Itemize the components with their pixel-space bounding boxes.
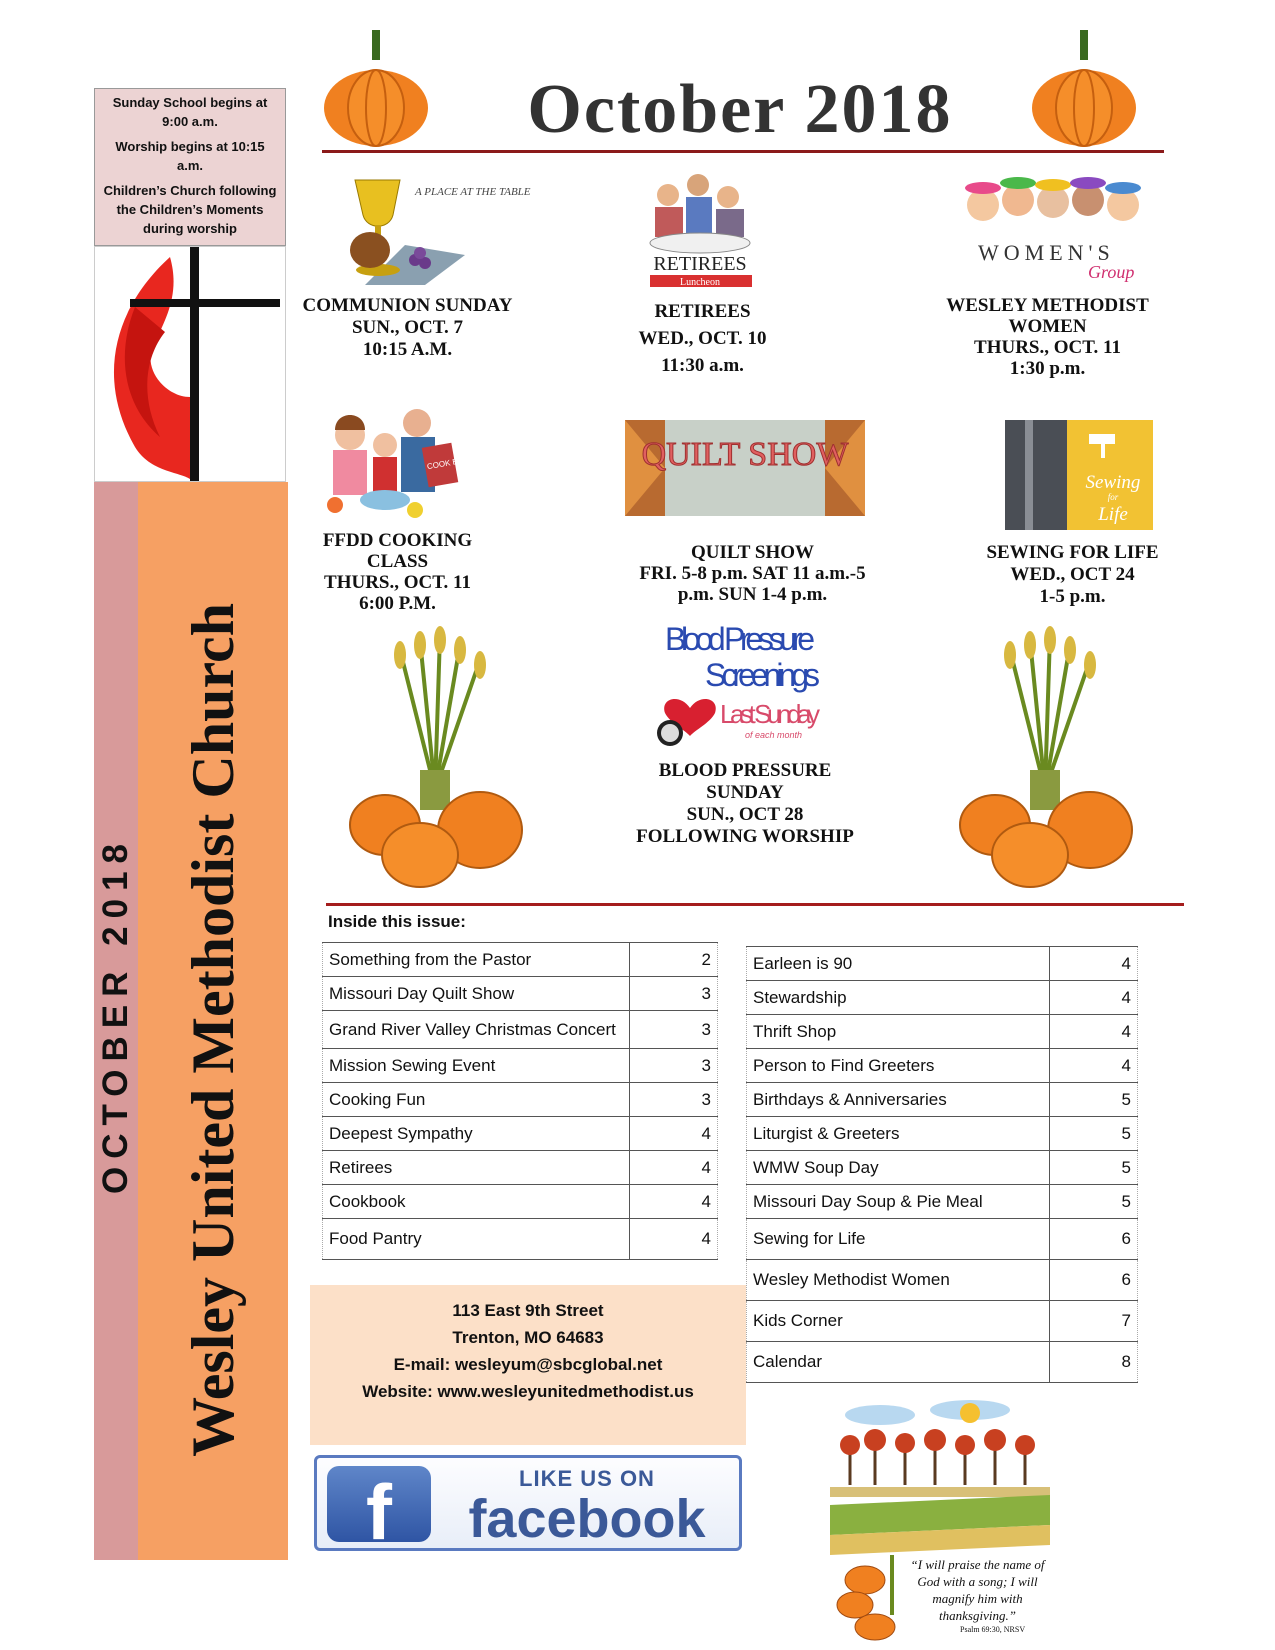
event-title: FFDD COOKING (322, 530, 473, 551)
sewing-logo-2: for (1107, 492, 1119, 502)
bp-logo-3: Last Sunday (720, 699, 820, 729)
toc-item: Birthdays & Anniversaries (747, 1083, 1050, 1117)
table-row (323, 1151, 718, 1185)
luncheon-label: Luncheon (680, 277, 720, 288)
toc-item: Thrift Shop (747, 1015, 1050, 1049)
cook-book-label: COOK BOOK (426, 453, 477, 472)
toc-page: 4 (630, 1151, 718, 1185)
facebook-wordmark: facebook (468, 1489, 706, 1549)
toc-item: Sewing for Life (747, 1219, 1050, 1260)
quilt-show-logo: QUILT SHOW (641, 436, 849, 473)
church-name-vertical (138, 520, 288, 1540)
pumpkin-right-icon (1030, 28, 1140, 148)
toc-item: Calendar (747, 1342, 1050, 1383)
toc-page: 6 (1050, 1260, 1138, 1301)
event-time: 1-5 p.m. (1039, 586, 1106, 607)
title-divider (322, 150, 1164, 153)
event-title: QUILT SHOW (690, 542, 815, 563)
event-title: RETIREES (654, 301, 751, 322)
pumpkin-left-icon (322, 28, 432, 148)
table-row (747, 1083, 1138, 1117)
childrens-church-note: Children’s Church following the Children’s Moments during worship (103, 183, 277, 236)
sewing-logo-3: Life (1098, 504, 1128, 525)
corn-pumpkins-right-icon (950, 630, 1140, 890)
table-row (747, 1260, 1138, 1301)
toc-page: 8 (1050, 1342, 1138, 1383)
toc-page: 4 (630, 1185, 718, 1219)
toc-item: Kids Corner (747, 1301, 1050, 1342)
section-divider (326, 903, 1184, 906)
toc-item: Liturgist & Greeters (747, 1117, 1050, 1151)
table-row (323, 1049, 718, 1083)
contact-email[interactable]: E-mail: wesleyum@sbcglobal.net (393, 1355, 663, 1374)
table-row (747, 1301, 1138, 1342)
blood-pressure-logo (645, 618, 825, 748)
sewing-for-life-image (1005, 420, 1153, 530)
issue-date-vertical (94, 820, 138, 1210)
event-title: COMMUNION SUNDAY (302, 295, 513, 316)
page-title: October 2018 (527, 71, 953, 148)
toc-item: Missouri Day Quilt Show (323, 977, 630, 1011)
toc-page: 4 (630, 1117, 718, 1151)
toc-item: Food Pantry (323, 1219, 630, 1260)
cross-and-flame-logo (94, 246, 286, 482)
event-date: SUN., OCT 28 (686, 804, 804, 825)
toc-item: Cooking Fun (323, 1083, 630, 1117)
toc-item: Grand River Valley Christmas Concert (323, 1011, 630, 1049)
event-sewing (945, 542, 1200, 608)
toc-title: Inside this issue: (328, 912, 466, 931)
address-city: Trenton, MO 64683 (452, 1328, 604, 1347)
toc-item: Something from the Pastor (323, 943, 630, 977)
event-title-2: WOMEN (1008, 316, 1087, 337)
event-date: WED., OCT 24 (1010, 564, 1135, 585)
event-time: 10:15 A.M. (362, 339, 453, 360)
toc-page: 6 (1050, 1219, 1138, 1260)
toc-page: 3 (630, 1011, 718, 1049)
table-row (747, 1151, 1138, 1185)
toc-item: Missouri Day Soup & Pie Meal (747, 1185, 1050, 1219)
worship-time: Worship begins at 10:15 a.m. (115, 139, 265, 173)
table-row (747, 1185, 1138, 1219)
toc-item: Wesley Methodist Women (747, 1260, 1050, 1301)
table-row (323, 1083, 718, 1117)
facebook-like-button[interactable] (314, 1455, 742, 1556)
toc-page: 3 (630, 1083, 718, 1117)
table-row (323, 1219, 718, 1260)
event-time: 11:30 a.m. (661, 355, 744, 376)
toc-page: 5 (1050, 1117, 1138, 1151)
toc-page: 3 (630, 977, 718, 1011)
toc-item: Stewardship (747, 981, 1050, 1015)
address-street: 113 East 9th Street (452, 1301, 604, 1320)
toc-item: Person to Find Greeters (747, 1049, 1050, 1083)
retirees-luncheon-icon (640, 165, 760, 290)
womens-group-icon (958, 170, 1148, 285)
toc-item: Cookbook (323, 1185, 630, 1219)
event-time: 1:30 p.m. (1009, 358, 1086, 379)
toc-page: 4 (1050, 981, 1138, 1015)
quilt-show-image (625, 420, 865, 516)
event-communion (285, 295, 530, 361)
event-date: SUN., OCT. 7 (351, 317, 464, 338)
sewing-logo-1: Sewing (1085, 472, 1141, 493)
event-hours: FRI. 5-8 p.m. SAT 11 a.m.-5 (639, 563, 866, 584)
table-row (747, 1015, 1138, 1049)
table-row (323, 977, 718, 1011)
chalice-icon (345, 175, 531, 285)
event-title-2: CLASS (366, 551, 429, 572)
toc-page: 4 (1050, 947, 1138, 981)
toc-page: 5 (1050, 1083, 1138, 1117)
toc-item: Deepest Sympathy (323, 1117, 630, 1151)
event-time: FOLLOWING WORSHIP (636, 826, 854, 847)
toc-item: WMW Soup Day (747, 1151, 1050, 1185)
cross-flame-icon (95, 247, 285, 481)
toc-left-table (322, 942, 718, 1260)
toc-page: 5 (1050, 1151, 1138, 1185)
table-row (747, 947, 1138, 981)
toc-page: 4 (1050, 1015, 1138, 1049)
womens-logo: WOMEN'S (978, 240, 1115, 265)
contact-website[interactable]: Website: www.wesleyunitedmethodist.us (362, 1382, 694, 1401)
table-row (323, 943, 718, 977)
event-time: 6:00 P.M. (359, 593, 436, 614)
toc-page: 5 (1050, 1185, 1138, 1219)
event-title: BLOOD PRESSURE (658, 760, 832, 781)
sunday-school-time: Sunday School begins at 9:00 a.m. (112, 95, 268, 129)
event-date: THURS., OCT. 11 (974, 337, 1121, 358)
contact-box (310, 1285, 746, 1445)
group-script: Group (1088, 262, 1135, 282)
table-row (747, 1049, 1138, 1083)
event-quilt (615, 542, 890, 605)
table-row (747, 1117, 1138, 1151)
issue-date: OCTOBER 2018 (96, 836, 135, 1194)
event-blood-pressure (610, 760, 880, 848)
psalm-reference: Psalm 69:30, NRSV (960, 1625, 1026, 1634)
corn-pumpkins-left-icon (340, 630, 530, 890)
table-row (323, 1011, 718, 1049)
retirees-logo: RETIREES (653, 253, 747, 275)
event-date: WED., OCT. 10 (638, 328, 767, 349)
event-hours-2: p.m. SUN 1-4 p.m. (677, 584, 828, 605)
bp-logo-1: Blood Pressure (665, 621, 815, 657)
toc-item: Mission Sewing Event (323, 1049, 630, 1083)
toc-page: 7 (1050, 1301, 1138, 1342)
bp-logo-4: of each month (745, 730, 803, 740)
table-row (747, 1342, 1138, 1383)
event-date: THURS., OCT. 11 (324, 572, 471, 593)
toc-page: 4 (1050, 1049, 1138, 1083)
psalm-quote: “I will praise the name of God with a song; I will magnify him with thanksgiving.” (910, 1557, 1045, 1623)
toc-right-table (746, 946, 1138, 1383)
table-row (747, 981, 1138, 1015)
event-title: SEWING FOR LIFE (986, 542, 1159, 563)
event-retirees (600, 298, 805, 379)
event-title: WESLEY METHODIST (946, 295, 1149, 316)
facebook-f-icon: f (327, 1466, 431, 1542)
table-row (323, 1185, 718, 1219)
table-row (747, 1219, 1138, 1260)
church-name: Wesley United Methodist Church (179, 603, 246, 1457)
toc-page: 4 (630, 1219, 718, 1260)
table-row (323, 1117, 718, 1151)
service-times-box (94, 88, 286, 246)
toc-page: 3 (630, 1049, 718, 1083)
facebook-like-label: LIKE US ON (519, 1466, 655, 1491)
bp-logo-2: Screenings (705, 657, 820, 693)
event-women (925, 295, 1170, 379)
cooking-family-icon (305, 405, 477, 525)
toc-item: Retirees (323, 1151, 630, 1185)
event-cooking (285, 530, 510, 614)
toc-page: 2 (630, 943, 718, 977)
event-title-2: SUNDAY (706, 782, 784, 803)
place-at-table-logo: A PLACE AT THE TABLE (415, 186, 531, 198)
toc-item: Earleen is 90 (747, 947, 1050, 981)
